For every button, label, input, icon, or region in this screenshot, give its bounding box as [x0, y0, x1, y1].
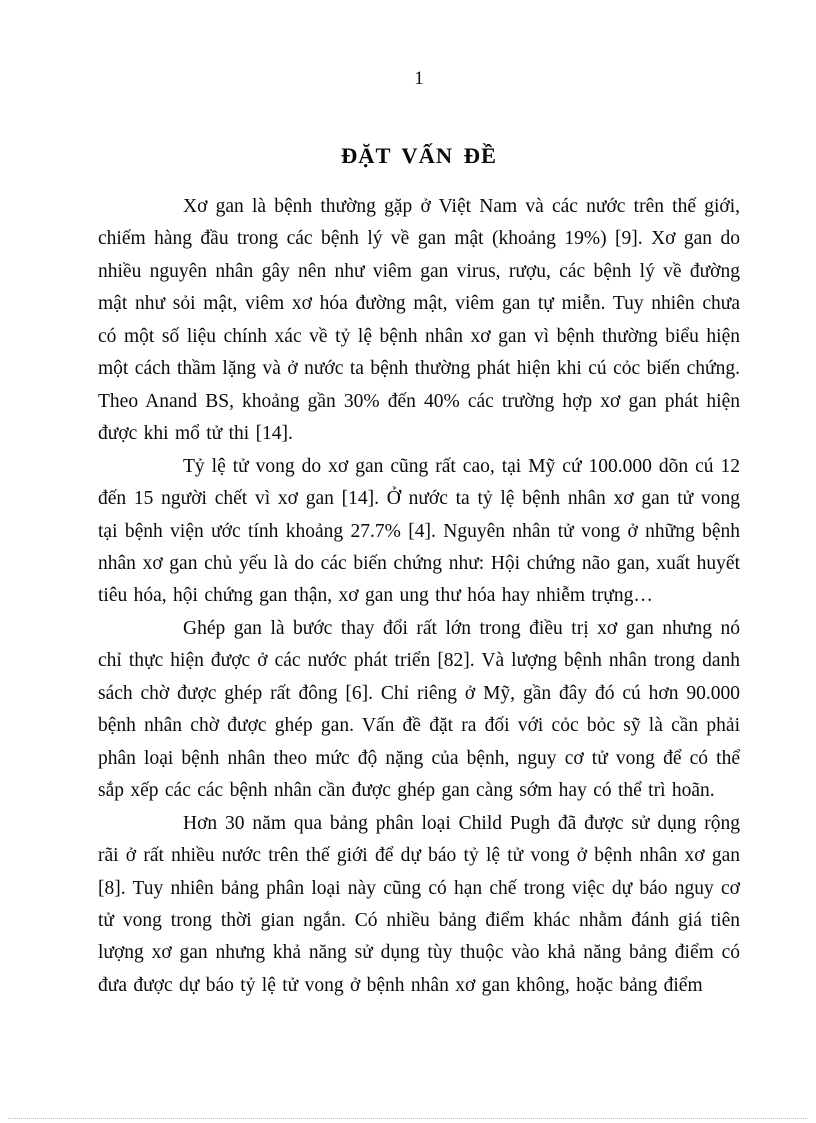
paragraph: Hơn 30 năm qua bảng phân loại Child Pugh đã được sử dụng rộng rãi ở rất nhiều nước trên thế giới để dự báo tỷ lệ tử vong ở bệnh nhân xơ gan [8]. Tuy nhiên bảng phân loại này cũng có hạn chế trong việc dự báo nguy cơ tử vong trong thời gian ngắn. Có nhiều bảng điểm khác nhằm đánh giá tiên lượng xơ gan nhưng khả năng sử dụng tùy thuộc vào khả năng bảng điểm có đưa được dự báo tỷ lệ tử vong ở bệnh nhân xơ gan không, hoặc bảng điểm	[98, 812, 740, 996]
paragraph: Xơ gan là bệnh thường gặp ở Việt Nam và các nước trên thế giới, chiếm hàng đầu trong các bệnh lý về gan mật (khoảng 19%) [9]. Xơ gan do nhiều nguyên nhân gây nên như viêm gan virus, rượu, các bệnh lý về đường mật như sỏi mật, viêm xơ hóa đường mật, viêm gan tự miễn. Tuy nhiên chưa có một số liệu chính xác về tỷ lệ bệnh nhân xơ gan vì bệnh thường biểu hiện một cách thầm lặng và ở nước ta bệnh thường phát hiện khi cú cỏc biến chứng. Theo Anand BS, khoảng gần 30% đến 40% các trường hợp xơ gan phát hiện được khi mổ tử thi [14].	[98, 196, 740, 445]
bottom-dotted-divider	[8, 1118, 808, 1119]
paragraph: Ghép gan là bước thay đổi rất lớn trong điều trị xơ gan nhưng nó chỉ thực hiện được ở các nước phát triển [82]. Và lượng bệnh nhân trong danh sách chờ được ghép rất đông [6]. Chỉ riêng ở Mỹ, gần đây đó cú hơn 90.000 bệnh nhân chờ được ghép gan. Vấn đề đặt ra đối với cỏc bỏc sỹ là cần phải phân loại bệnh nhân theo mức độ nặng của bệnh, nguy cơ tử vong để có thể sắp xếp các các bệnh nhân cần được ghép gan càng sớm hay có thể trì hoãn.	[98, 617, 740, 802]
document-body	[98, 191, 740, 1002]
page-number: 1	[414, 68, 424, 89]
paragraph: Tỷ lệ tử vong do xơ gan cũng rất cao, tại Mỹ cứ 100.000 dõn cú 12 đến 15 người chết vì xơ gan [14]. Ở nước ta tỷ lệ bệnh nhân xơ gan tử vong tại bệnh viện ước tính khoảng 27.7% [4]. Nguyên nhân tử vong ở những bệnh nhân xơ gan chủ yếu là do các biến chứng như: Hội chứng não gan, xuất huyết tiêu hóa, hội chứng gan thận, xơ gan ung thư hóa hay nhiễm trựng…	[98, 455, 740, 607]
page-title: ĐẶT VẤN ĐỀ	[341, 143, 497, 169]
